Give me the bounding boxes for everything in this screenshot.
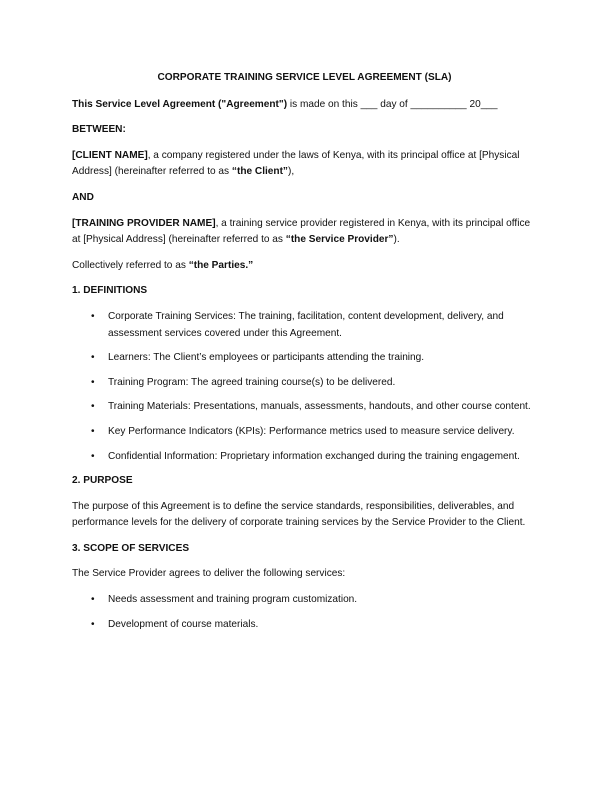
provider-tail: ). xyxy=(393,234,400,246)
provider-paragraph xyxy=(72,216,537,249)
list-item xyxy=(91,399,537,416)
bullet-icon: • xyxy=(91,425,95,437)
list-item-text: Learners: The Client’s employees or participants attending the training. xyxy=(108,352,425,364)
list-item-text: Development of course materials. xyxy=(108,618,259,630)
list-item xyxy=(91,309,537,342)
bullet-icon: • xyxy=(91,352,95,364)
intro-paragraph xyxy=(72,97,537,114)
provider-name: [TRAINING PROVIDER NAME] xyxy=(72,217,216,229)
list-item-text: Corporate Training Services: The training, facilitation, content development, delivery, and assessment services covered under this Agreement. xyxy=(108,310,504,339)
collectively-text: Collectively referred to as xyxy=(72,259,189,271)
list-item-text: Confidential Information: Proprietary information exchanged during the training engagement. xyxy=(108,450,520,462)
client-ref: “the Client” xyxy=(231,166,288,178)
intro-bold: This Service Level Agreement ("Agreement") xyxy=(72,98,288,110)
section-heading-purpose: 2. PURPOSE xyxy=(72,475,133,487)
bullet-icon: • xyxy=(91,594,95,606)
client-tail: ), xyxy=(287,166,295,178)
provider-ref: “the Service Provider” xyxy=(285,234,394,246)
collectively-paragraph xyxy=(72,258,537,275)
client-name: [CLIENT NAME] xyxy=(72,149,148,161)
list-item-text: Training Program: The agreed training course(s) to be delivered. xyxy=(108,376,396,388)
list-item xyxy=(91,617,537,634)
collectively-ref: “the Parties.” xyxy=(188,259,254,271)
list-item-text: Key Performance Indicators (KPIs): Performance metrics used to measure service delivery. xyxy=(108,425,515,437)
scope-list xyxy=(72,592,537,633)
bullet-icon: • xyxy=(91,450,95,462)
list-item xyxy=(91,424,537,441)
list-item xyxy=(91,350,537,367)
and-label: AND xyxy=(72,191,94,203)
bullet-icon: • xyxy=(91,618,95,630)
section-heading-scope: 3. SCOPE OF SERVICES xyxy=(72,542,190,554)
purpose-paragraph: The purpose of this Agreement is to define the service standards, responsibilities, deliverables, and performance levels for the delivery of corporate training services by the Service Provider to the Client. xyxy=(72,500,526,529)
provider-text: , a training service provider registered in Kenya, with its principal office at [Physical Address] (hereinafter referred to as xyxy=(72,217,531,246)
list-item xyxy=(91,449,537,466)
between-label: BETWEEN: xyxy=(72,124,126,136)
bullet-icon: • xyxy=(91,376,95,388)
list-item xyxy=(91,375,537,392)
section-heading-definitions: 1. DEFINITIONS xyxy=(72,285,148,297)
client-paragraph xyxy=(72,148,537,181)
intro-rest: is made on this ___ day of __________ 20___ xyxy=(287,98,498,110)
client-text: , a company registered under the laws of Kenya, with its principal office at [Physical Address] (hereinafter referred to as xyxy=(72,149,520,178)
list-item-text: Needs assessment and training program customization. xyxy=(108,594,358,606)
bullet-icon: • xyxy=(91,310,95,322)
list-item xyxy=(91,592,537,609)
scope-paragraph: The Service Provider agrees to deliver the following services: xyxy=(72,568,346,580)
bullet-icon: • xyxy=(91,401,95,413)
definitions-list xyxy=(72,309,537,465)
document-title: CORPORATE TRAINING SERVICE LEVEL AGREEMENT (SLA) xyxy=(157,72,452,83)
list-item-text: Training Materials: Presentations, manuals, assessments, handouts, and other course content. xyxy=(108,401,531,413)
